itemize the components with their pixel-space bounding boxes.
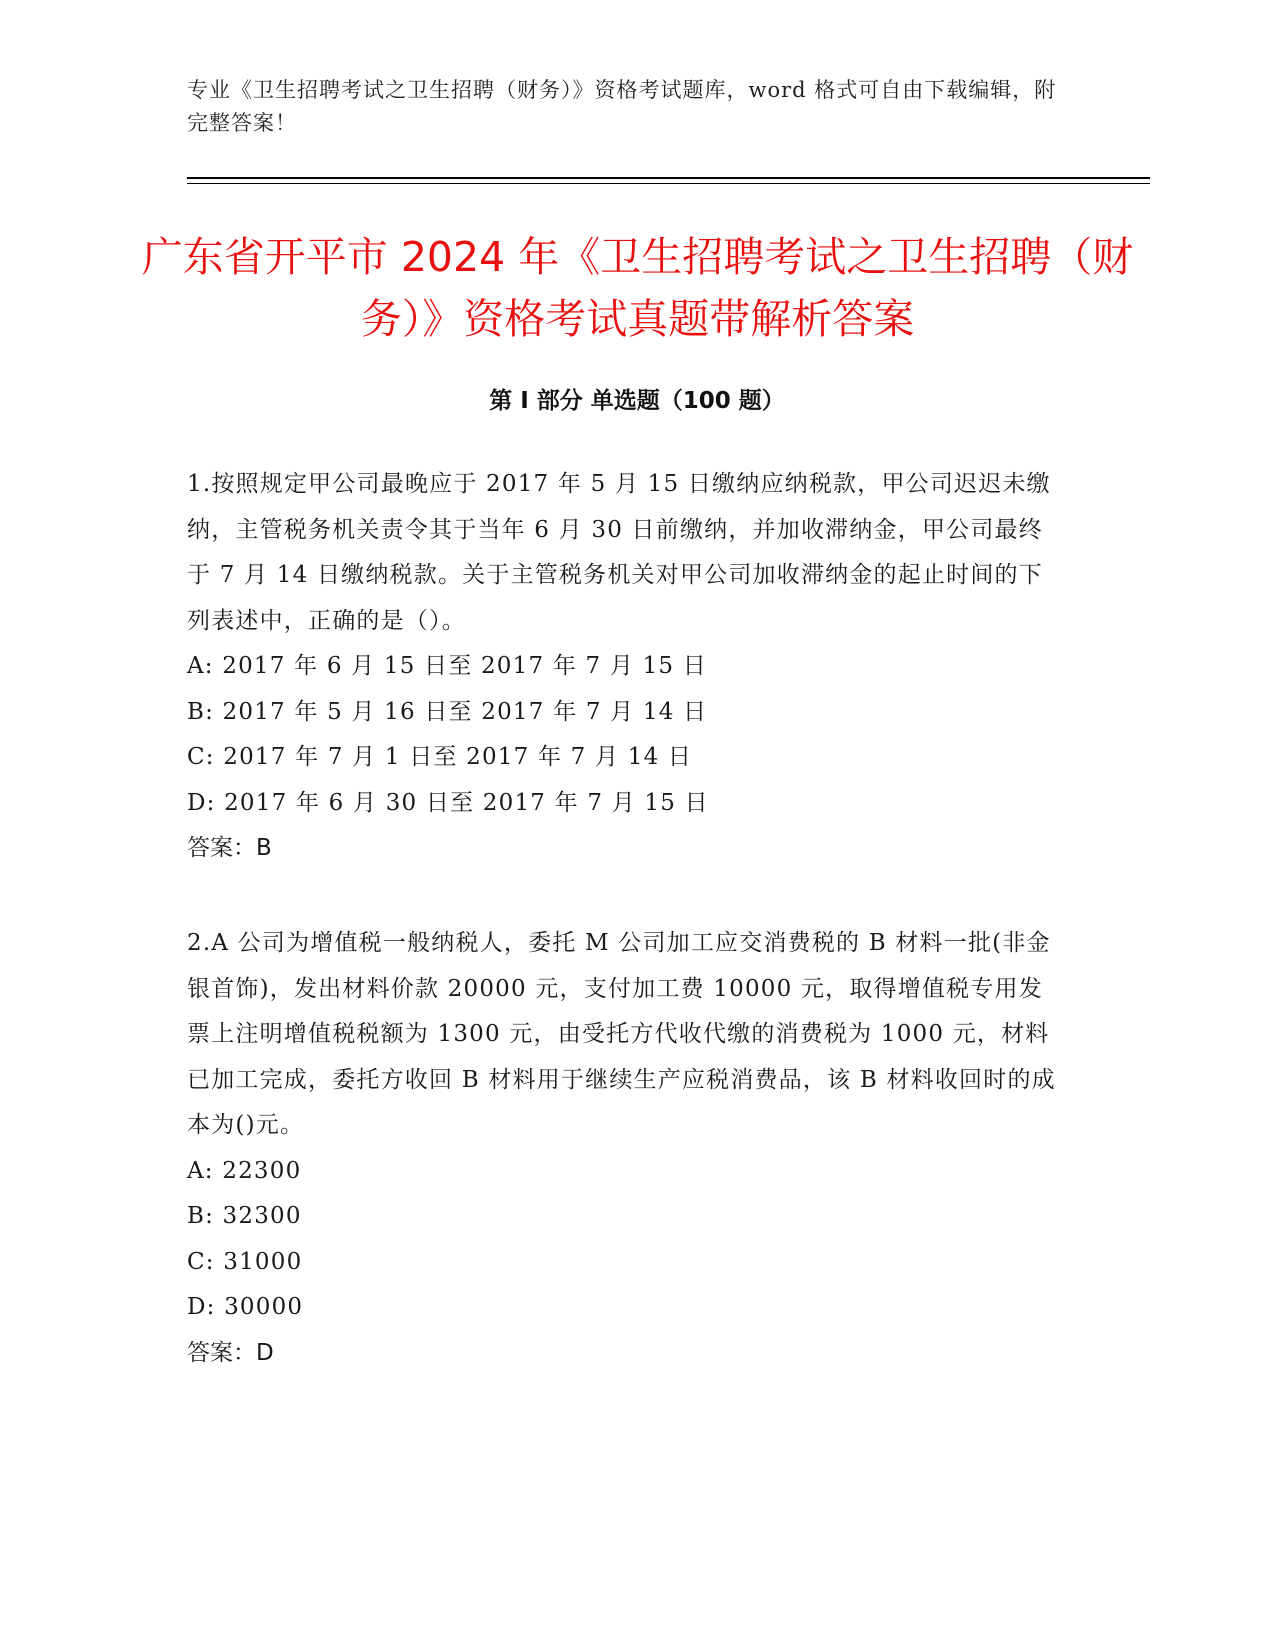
header-divider-thin <box>187 183 1150 184</box>
question-stem: 2.A 公司为增值税一般纳税人，委托 M 公司加工应交消费税的 B 材料一批(非金银首饰)，发出材料价款 20000 元，支付加工费 10000 元，取得增值税专用发票上注明增值税税额为 1300 元，由受托方代收代缴的消费税为 1000 元，材料已加工完成，委托方收回 B 材料用于继续生产应税消费品，该 B 材料收回时的成本为()元。 <box>187 930 1056 1138</box>
option-d: D: 30000 <box>187 1294 304 1320</box>
question-1 <box>187 462 1067 872</box>
option-c: C: 2017 年 7 月 1 日至 2017 年 7 月 14 日 <box>187 744 693 770</box>
option-b: B: 2017 年 5 月 16 日至 2017 年 7 月 14 日 <box>187 698 708 725</box>
option-c: C: 31000 <box>187 1248 303 1275</box>
option-b: B: 32300 <box>187 1203 302 1229</box>
question-2 <box>187 921 1067 1376</box>
header-divider-thick <box>187 177 1150 179</box>
answer: 答案：D <box>187 1339 274 1366</box>
section-title: 第 I 部分 单选题（100 题） <box>489 388 785 414</box>
answer: 答案：B <box>187 835 272 861</box>
question-stem: 1.按照规定甲公司最晚应于 2017 年 5 月 15 日缴纳应纳税款，甲公司迟迟未缴纳，主管税务机关责令其于当年 6 月 30 日前缴纳，并加收滞纳金，甲公司最终于 7 月 14 日缴纳税款。关于主管税务机关对甲公司加收滞纳金的起止时间的下列表述中，正确的是（）。 <box>187 471 1051 634</box>
header-note: 专业《卫生招聘考试之卫生招聘（财务）》资格考试题库，word 格式可自由下载编辑，附完整答案！ <box>187 78 1057 135</box>
option-d: D: 2017 年 6 月 30 日至 2017 年 7 月 15 日 <box>187 789 709 816</box>
document-title: 广东省开平市 2024 年《卫生招聘考试之卫生招聘（财务）》资格考试真题带解析答案 <box>141 233 1134 343</box>
option-a: A: 22300 <box>187 1157 302 1184</box>
option-a: A: 2017 年 6 月 15 日至 2017 年 7 月 15 日 <box>187 653 707 679</box>
